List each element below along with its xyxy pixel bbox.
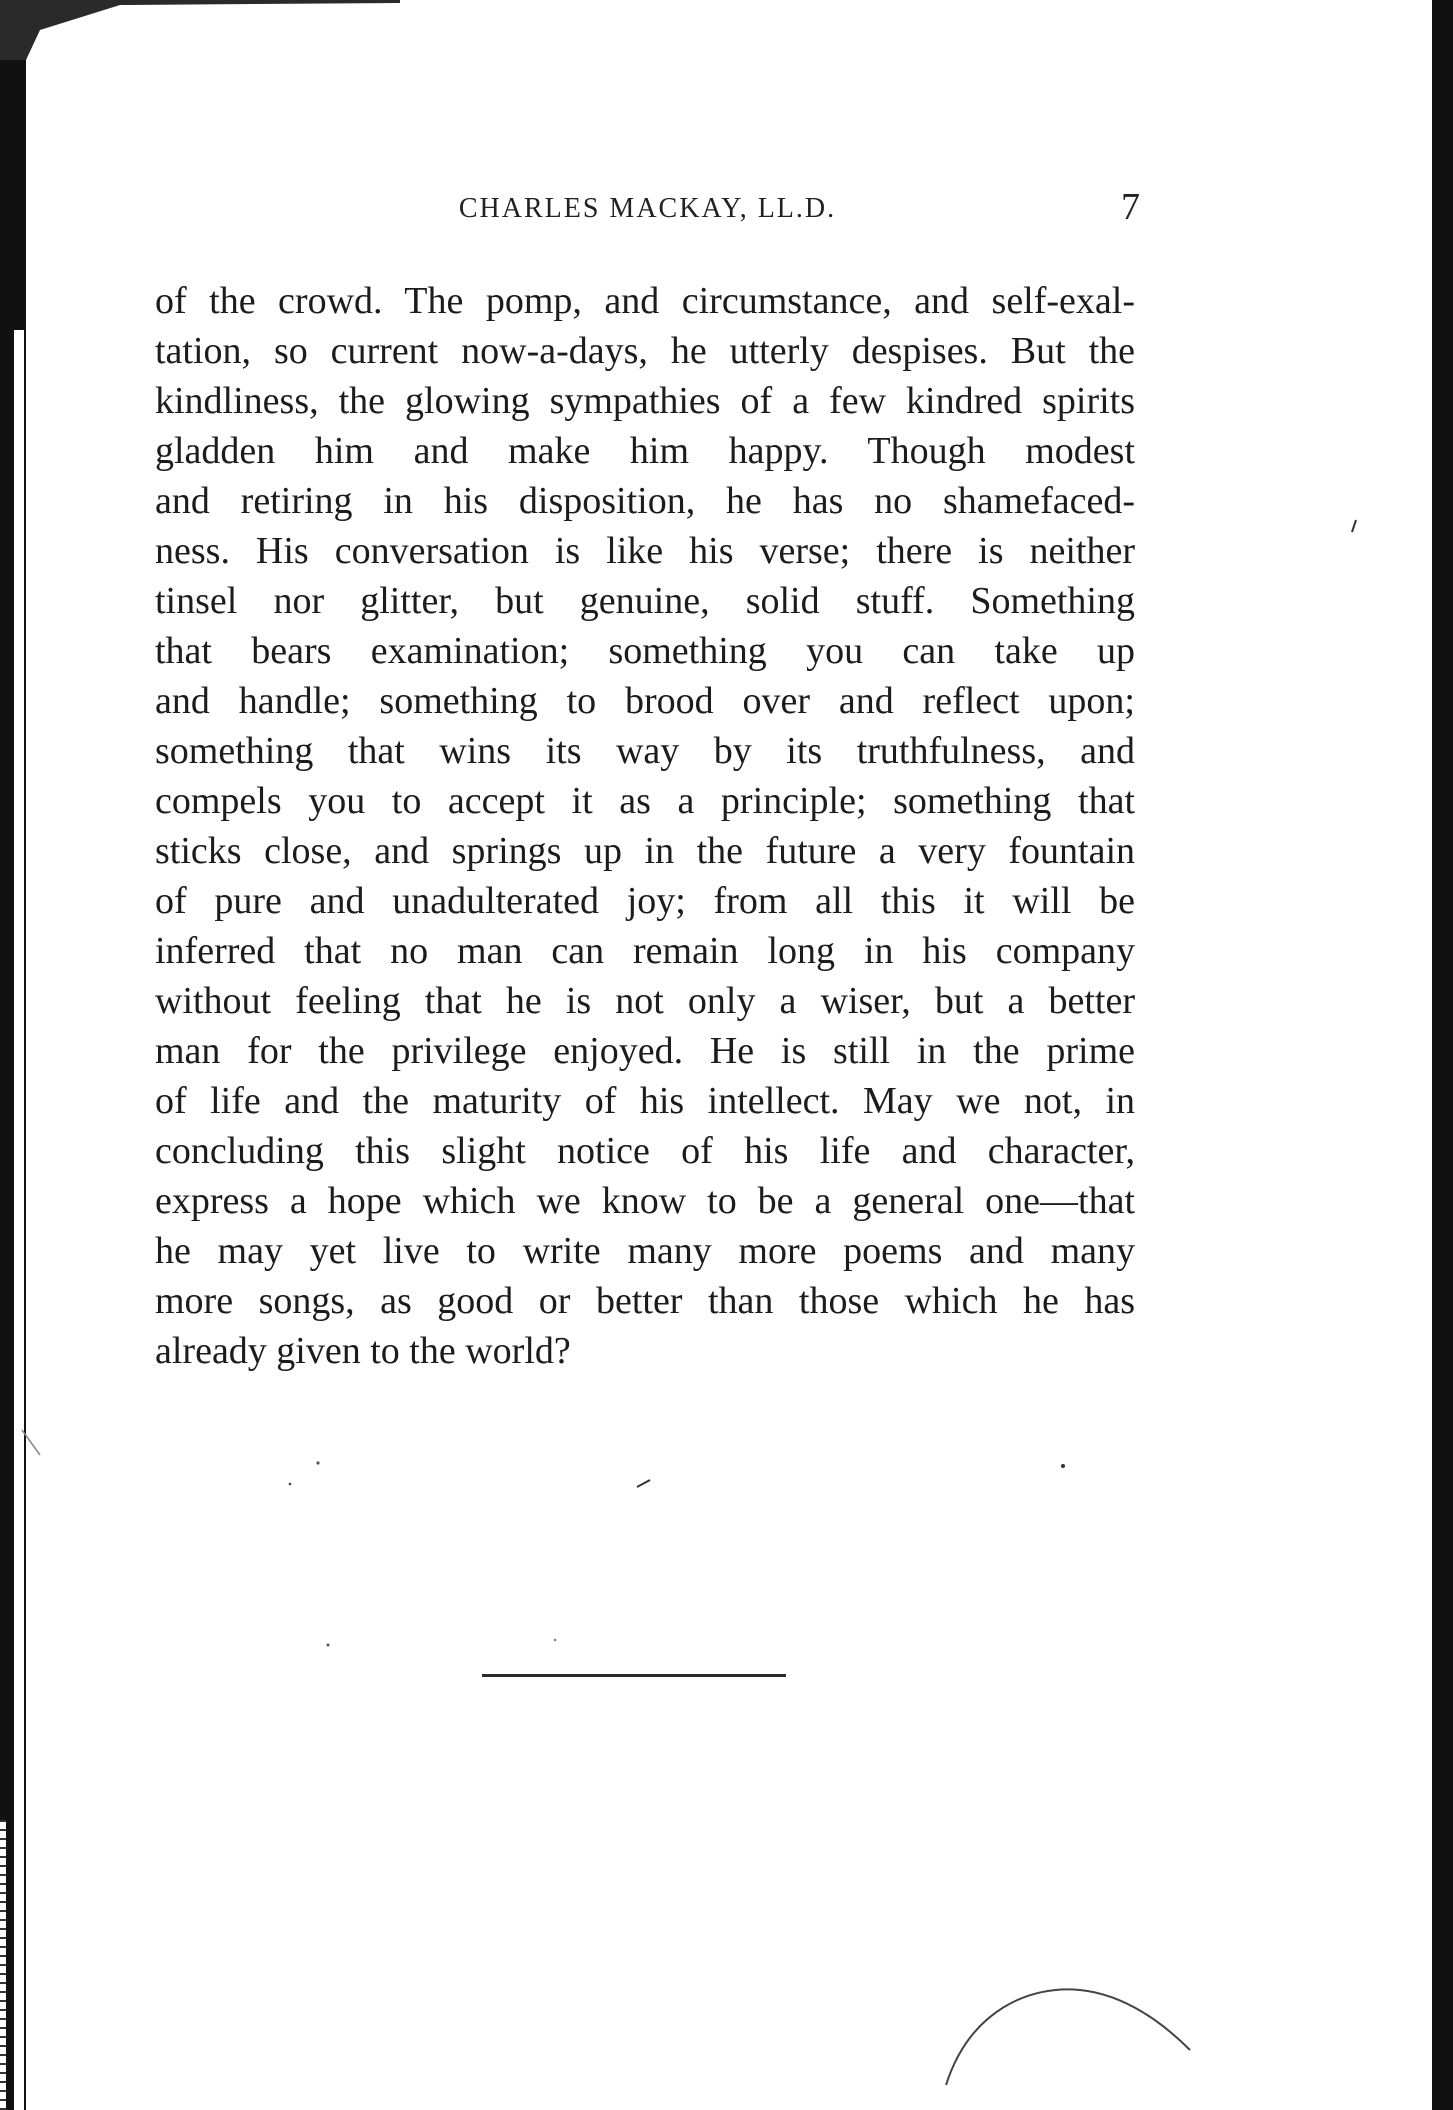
text-line: tinsel nor glitter, but genuine, solid stuff. Something [155,580,1135,622]
text-line: man for the privilege enjoyed. He is still in the prime [155,1030,1135,1072]
section-end-rule [482,1674,786,1677]
page-number: 7 [1121,186,1140,228]
text-line: something that wins its way by its truthfulness, and [155,730,1135,772]
speck [289,1483,292,1486]
text-line: sticks close, and springs up in the future a very fountain [155,830,1135,872]
page-left-edge-specks [0,1820,6,2110]
text-line: of the crowd. The pomp, and circumstance, and self-exal- [155,280,1135,322]
text-line: tation, so current now-a-days, he utterly despises. But the [155,330,1135,372]
body-paragraph [155,276,1135,1376]
text-line: of pure and unadulterated joy; from all this it will be [155,880,1135,922]
speck [316,1461,319,1464]
text-line: he may yet live to write many more poems and many [155,1230,1135,1272]
page-top-corner-shadow [0,0,400,60]
text-line: more songs, as good or better than those which he has [155,1280,1135,1322]
text-line: and handle; something to brood over and reflect upon; [155,680,1135,722]
speck [554,1639,556,1641]
text-line: that bears examination; something you can take up [155,630,1135,672]
text-line: concluding this slight notice of his life and character, [155,1130,1135,1172]
text-line: of life and the maturity of his intellect. May we not, in [155,1080,1135,1122]
text-line: ness. His conversation is like his verse; there is neither [155,530,1135,572]
speck [1061,1464,1065,1468]
page-left-edge-shadow [0,0,26,2110]
text-line: express a hope which we know to be a general one—that [155,1180,1135,1222]
pencil-tick-mark [1352,520,1356,532]
page-left-edge-gap [14,330,24,2110]
speck [327,1644,330,1647]
pencil-dash-mark [637,1480,650,1487]
running-head: CHARLES MACKAY, LL.D. [458,193,837,224]
page-header [155,185,1140,235]
text-line: compels you to accept it as a principle; something that [155,780,1135,822]
text-line-last: already given to the world? [155,1330,571,1372]
text-line: gladden him and make him happy. Though modest [155,430,1135,472]
pencil-arc-mark [946,1989,1190,2085]
page-right-edge-shadow [1432,0,1453,2110]
text-line: without feeling that he is not only a wiser, but a better [155,980,1135,1022]
text-line: inferred that no man can remain long in his company [155,930,1135,972]
text-line: and retiring in his disposition, he has no shamefaced- [155,480,1135,522]
text-line: kindliness, the glowing sympathies of a few kindred spirits [155,380,1135,422]
